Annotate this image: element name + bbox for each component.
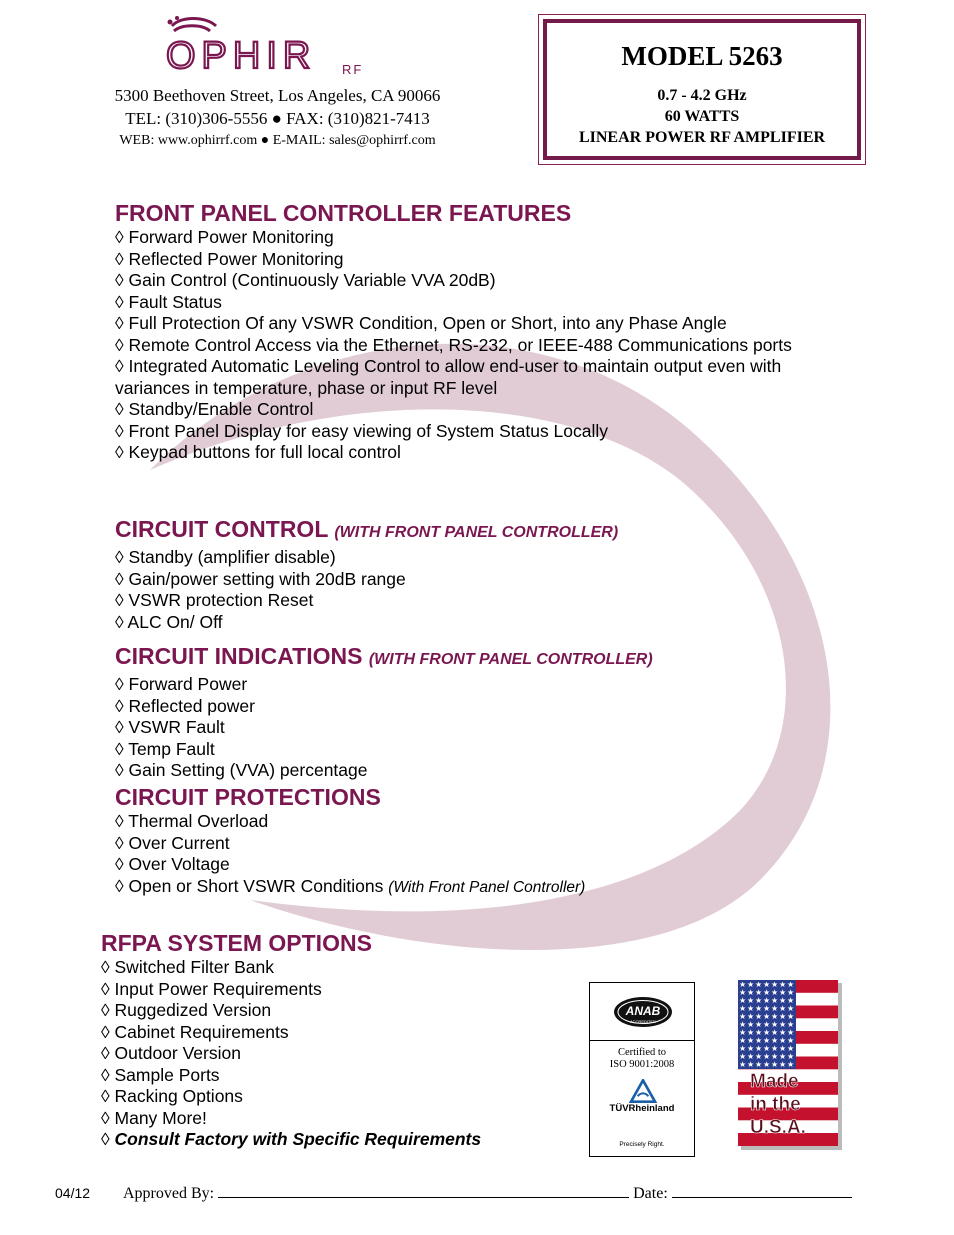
logo-suffix: RF — [342, 62, 364, 77]
list-item: ◊ Input Power Requirements — [101, 978, 322, 999]
list-item: ◊ Over Current — [115, 832, 230, 853]
list-item: ◊ VSWR protection Reset — [115, 590, 314, 610]
list-item: ◊ Thermal Overload — [115, 811, 269, 831]
tuv-triangle-icon — [623, 1079, 663, 1103]
features-heading: FRONT PANEL CONTROLLER FEATURES — [115, 200, 572, 226]
logo-wordmark: OPHIR — [166, 35, 317, 77]
rfpa-options-heading: RFPA SYSTEM OPTIONS — [101, 930, 372, 956]
protection-vswr-note: (With Front Panel Controller) — [388, 878, 586, 896]
circuit-indications-heading — [115, 642, 815, 674]
consult-factory-note: Consult Factory with Specific Requirements — [114, 1129, 482, 1149]
list-item: ◊ Over Voltage — [115, 854, 230, 874]
list-item: ◊ Ruggedized Version — [101, 1000, 272, 1020]
circuit-protections-list — [115, 811, 815, 898]
list-item: ◊ Forward Power Monitoring — [115, 227, 334, 247]
list-item: ◊ Reflected Power Monitoring — [115, 248, 344, 269]
list-item: ◊ VSWR Fault — [115, 717, 225, 737]
date-field[interactable] — [672, 1182, 852, 1198]
rfpa-options-section — [101, 929, 571, 1151]
model-box-inner — [543, 19, 861, 160]
made-in-usa-flag — [738, 980, 842, 1150]
list-item: ◊ Sample Ports — [101, 1064, 220, 1085]
rfpa-options-list — [101, 957, 571, 1151]
ophir-rf-logo — [160, 14, 390, 80]
list-item: ◊ Keypad buttons for full local control — [115, 442, 401, 462]
list-item: ◊ Switched Filter Bank — [101, 957, 275, 977]
list-item — [115, 876, 815, 899]
features-list — [115, 227, 835, 464]
model-frequency: 0.7 - 4.2 GHz — [657, 87, 747, 104]
list-item: ◊ Integrated Automatic Leveling Control to allow end-user to maintain output even with variances in temperature, phase or input RF level — [115, 356, 782, 398]
list-item: ◊ Cabinet Requirements — [101, 1021, 289, 1042]
certified-line1: Certified to — [617, 1047, 667, 1058]
list-item: ◊ Reflected power — [115, 695, 255, 716]
circuit-control-heading — [115, 515, 815, 547]
circuit-control-list — [115, 547, 815, 633]
circuit-indications-title: CIRCUIT INDICATIONS — [115, 643, 363, 669]
protection-vswr-text: ◊ Open or Short VSWR Conditions — [115, 875, 389, 896]
document-date-code: 04/12 — [55, 1185, 91, 1201]
circuit-indications-subheading: (WITH FRONT PANEL CONTROLLER) — [368, 651, 653, 668]
flag-text-usa: U.S.A. — [750, 1117, 806, 1138]
list-item: ◊ Forward Power — [115, 674, 248, 694]
circuit-protections-heading: CIRCUIT PROTECTIONS — [115, 784, 381, 810]
list-item: ◊ Remote Control Access via the Ethernet, RS-232, or IEEE-488 Communications ports — [115, 334, 792, 355]
list-item: ◊ Front Panel Display for easy viewing of System Status Locally — [115, 420, 609, 441]
company-phone-fax: TEL: (310)306-5556 ● FAX: (310)821-7413 — [125, 109, 430, 128]
company-address: 5300 Beethoven Street, Los Angeles, CA 90066 — [114, 86, 441, 105]
model-title: MODEL 5263 — [621, 41, 783, 71]
circuit-control-subheading: (WITH FRONT PANEL CONTROLLER) — [334, 524, 619, 541]
features-section — [115, 199, 835, 464]
list-item: ◊ Temp Fault — [115, 738, 215, 759]
model-power: 60 WATTS — [664, 108, 740, 125]
company-address-block — [60, 84, 495, 152]
list-item — [101, 1129, 571, 1151]
iso-certified-text — [590, 1047, 694, 1071]
iso-certification-badge — [589, 982, 695, 1157]
date-label: Date: — [633, 1185, 668, 1202]
circuit-control-title: CIRCUIT CONTROL — [115, 516, 328, 542]
flag-text-made: Made — [750, 1071, 799, 1092]
list-item: ◊ Racking Options — [101, 1086, 243, 1106]
anab-logo-icon — [590, 983, 696, 1040]
approved-by-field[interactable] — [218, 1182, 629, 1198]
list-item: ◊ Gain/power setting with 20dB range — [115, 568, 406, 589]
list-item: ◊ ALC On/ Off — [115, 611, 223, 632]
list-item: ◊ Full Protection Of any VSWR Condition, Open or Short, into any Phase Angle — [115, 313, 727, 333]
approval-line — [123, 1182, 852, 1203]
consult-prefix: ◊ — [101, 1129, 115, 1149]
circuit-protections-section — [115, 783, 815, 898]
badge-divider — [590, 1040, 694, 1041]
circuit-control-section — [115, 515, 815, 633]
list-item: ◊ Many More! — [101, 1107, 207, 1128]
list-item: ◊ Gain Setting (VVA) percentage — [115, 760, 368, 780]
approved-by-label: Approved By: — [123, 1185, 215, 1202]
tuv-tagline: Precisely Right. — [619, 1141, 665, 1148]
model-type: LINEAR POWER RF AMPLIFIER — [578, 129, 826, 146]
flag-stars — [740, 982, 794, 1067]
list-item: ◊ Gain Control (Continuously Variable VVA 20dB) — [115, 270, 496, 290]
list-item: ◊ Standby (amplifier disable) — [115, 547, 336, 567]
flag-text-in-the: in the — [750, 1094, 801, 1115]
list-item: ◊ Standby/Enable Control — [115, 399, 314, 419]
company-web-email: WEB: www.ophirrf.com ● E-MAIL: sales@ophirrf.com — [119, 133, 436, 148]
certified-line2: ISO 9001:2008 — [609, 1059, 675, 1070]
circuit-indications-section — [115, 642, 815, 782]
circuit-indications-list — [115, 674, 815, 782]
tuv-rheinland-name: TÜVRheinland — [609, 1103, 675, 1114]
list-item: ◊ Outdoor Version — [101, 1043, 241, 1063]
logo-swirl-icon — [168, 16, 217, 31]
anab-accredited-text: ACCREDITED — [629, 1019, 657, 1024]
anab-logo-text: ANAB — [625, 1004, 661, 1018]
model-box — [538, 14, 866, 165]
list-item: ◊ Fault Status — [115, 291, 222, 312]
